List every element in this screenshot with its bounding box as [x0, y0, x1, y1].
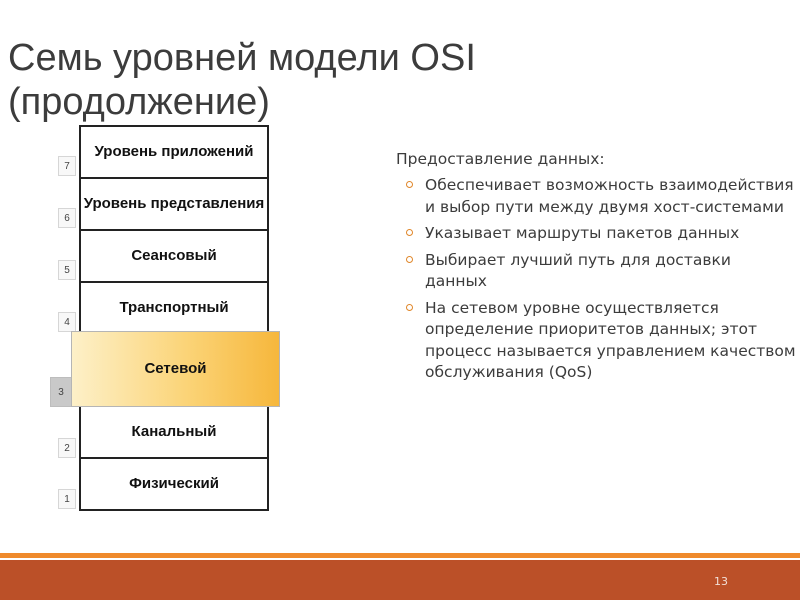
content-block: [396, 149, 796, 389]
layer-label: Сеансовый: [131, 247, 217, 264]
layer-number-4: 4: [58, 312, 76, 332]
list-item: [404, 175, 796, 218]
bullet-icon: [406, 256, 413, 263]
footer-bar: [0, 560, 800, 600]
layer-number-6: 6: [58, 208, 76, 228]
title-line-1: Семь уровней модели OSI: [8, 37, 476, 79]
slide-title: [8, 36, 608, 124]
list-item: [404, 223, 796, 245]
layer-physical: [79, 457, 269, 511]
layer-number-5: 5: [58, 260, 76, 280]
layer-label: Транспортный: [119, 299, 229, 316]
content-list: [404, 175, 796, 384]
layer-number-1: 1: [58, 489, 76, 509]
list-item: [404, 298, 796, 384]
content-heading: Предоставление данных:: [396, 150, 605, 168]
layer-number-3-active: 3: [50, 377, 72, 407]
layer-label: Физический: [129, 475, 219, 492]
list-item-text: На сетевом уровне осуществляется определение приоритетов данных; этот процесс называется управлением качеством обслуживания (QoS): [425, 298, 796, 381]
list-item-text: Выбирает лучший путь для доставки данных: [425, 250, 731, 290]
bullet-icon: [406, 181, 413, 188]
layer-presentation: [79, 177, 269, 231]
layer-number-7: 7: [58, 156, 76, 176]
layer-network-highlighted: [71, 331, 280, 407]
layer-application: [79, 125, 269, 179]
page-number: 13: [714, 575, 728, 588]
layer-label: Сетевой: [144, 360, 207, 377]
layer-label: Уровень приложений: [94, 143, 254, 160]
bullet-icon: [406, 304, 413, 311]
list-item-text: Указывает маршруты пакетов данных: [425, 224, 740, 242]
layer-number-2: 2: [58, 438, 76, 458]
layer-session: [79, 229, 269, 283]
footer-accent-line: [0, 553, 800, 558]
layer-label: Канальный: [131, 423, 217, 440]
layer-transport: [79, 281, 269, 335]
title-line-2: (продолжение): [8, 81, 270, 123]
layer-label: Уровень представления: [83, 195, 265, 212]
bullet-icon: [406, 229, 413, 236]
list-item: [404, 250, 796, 293]
layer-data-link: [79, 405, 269, 459]
list-item-text: Обеспечивает возможность взаимодействия и выбор пути между двумя хост-системами: [425, 176, 794, 216]
